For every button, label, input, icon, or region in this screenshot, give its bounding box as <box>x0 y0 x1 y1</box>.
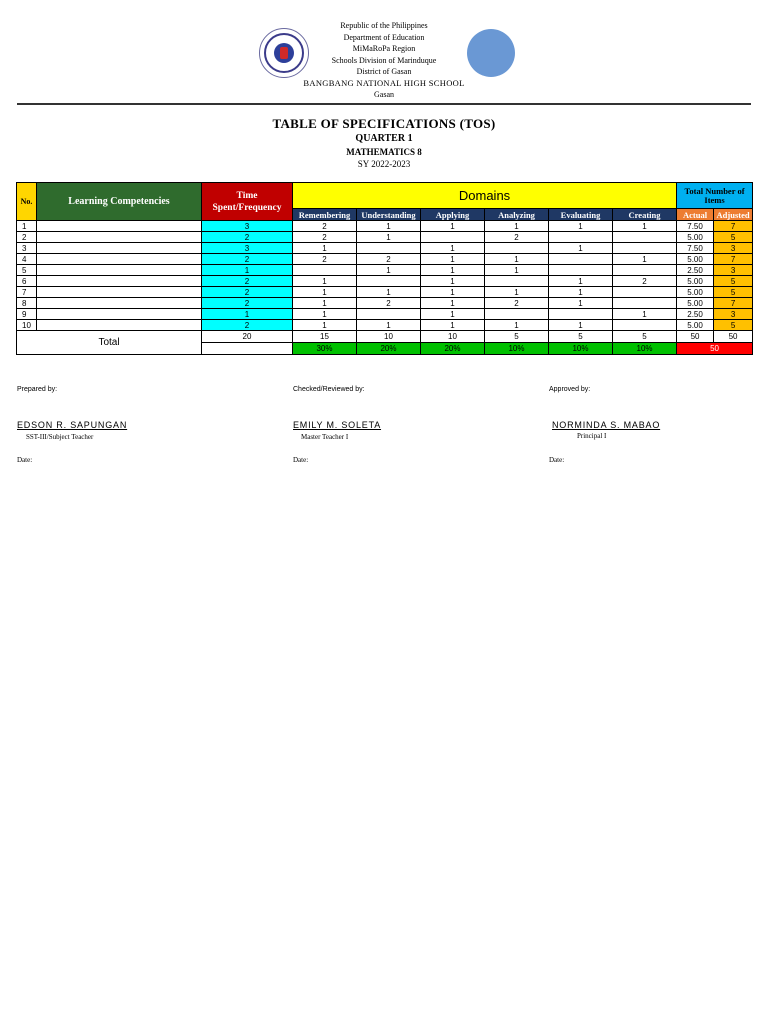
header-learning-competencies: Learning Competencies <box>37 183 202 221</box>
row-number: 4 <box>17 254 37 265</box>
row-actual: 5.00 <box>677 287 714 298</box>
signature-prepared-date-block <box>17 456 32 464</box>
total-label: Total <box>17 331 202 355</box>
table-row <box>17 243 753 254</box>
row-competency <box>37 243 202 254</box>
row-competency <box>37 298 202 309</box>
header-evaluating: Evaluating <box>549 209 613 221</box>
tos-table <box>16 182 753 355</box>
total-adjusted: 50 <box>714 331 753 343</box>
approved-by-label: Approved by: <box>549 386 591 393</box>
row-actual: 5.00 <box>677 320 714 331</box>
approved-by-role: Principal I <box>577 432 607 440</box>
table-row <box>17 265 753 276</box>
row-domain-eva <box>549 232 613 243</box>
checked-by-label: Checked/Reviewed by: <box>293 386 365 393</box>
percent-applying: 20% <box>421 343 485 355</box>
header-no: No. <box>17 183 37 221</box>
row-domain-cre <box>613 298 677 309</box>
row-adjusted: 3 <box>714 243 753 254</box>
letterhead <box>0 20 768 101</box>
header-creating: Creating <box>613 209 677 221</box>
row-number: 7 <box>17 287 37 298</box>
signature-checked-name-block <box>293 420 381 430</box>
total-actual: 50 <box>677 331 714 343</box>
row-domain-cre: 1 <box>613 221 677 232</box>
signature-approved-date-block <box>549 456 564 464</box>
row-actual: 7.50 <box>677 221 714 232</box>
prepared-by-name: EDSON R. SAPUNGAN <box>17 420 128 430</box>
row-domain-app: 1 <box>421 287 485 298</box>
row-adjusted: 3 <box>714 309 753 320</box>
signature-prepared-name-block <box>17 420 127 430</box>
approved-by-date: Date: <box>549 456 565 464</box>
grand-total-items: 50 <box>677 343 753 355</box>
header-time-spent: Time Spent/Frequency <box>202 183 293 221</box>
table-row <box>17 221 753 232</box>
percent-analyzing: 10% <box>485 343 549 355</box>
table-row <box>17 320 753 331</box>
signature-checked-date-block <box>293 456 308 464</box>
row-domain-app: 1 <box>421 298 485 309</box>
row-domain-cre <box>613 265 677 276</box>
row-domain-und: 1 <box>357 287 421 298</box>
row-domain-rem: 2 <box>293 221 357 232</box>
row-competency <box>37 320 202 331</box>
row-adjusted: 5 <box>714 232 753 243</box>
row-competency <box>37 254 202 265</box>
header-actual: Actual <box>677 209 714 221</box>
row-domain-und: 1 <box>357 221 421 232</box>
table-row <box>17 309 753 320</box>
row-domain-eva <box>549 265 613 276</box>
row-domain-ana <box>485 276 549 287</box>
row-time-spent: 2 <box>202 287 293 298</box>
row-domain-cre <box>613 320 677 331</box>
document-title: TABLE OF SPECIFICATIONS (TOS) <box>272 116 496 131</box>
table-row <box>17 276 753 287</box>
signature-checked-role-block <box>301 433 348 441</box>
header-school-name: BANGBANG NATIONAL HIGH SCHOOL <box>303 77 465 88</box>
row-domain-und: 2 <box>357 254 421 265</box>
row-actual: 5.00 <box>677 232 714 243</box>
header-line-region: MiMaRoPa Region <box>352 44 416 53</box>
header-place: Gasan <box>374 90 394 99</box>
header-total-items: Total Number of Items <box>677 183 753 209</box>
row-domain-und: 1 <box>357 265 421 276</box>
row-time-spent: 1 <box>202 265 293 276</box>
quarter-label: QUARTER 1 <box>355 133 413 144</box>
total-time: 20 <box>202 331 293 343</box>
row-domain-ana: 1 <box>485 254 549 265</box>
row-adjusted: 7 <box>714 298 753 309</box>
row-actual: 7.50 <box>677 243 714 254</box>
row-domain-und: 2 <box>357 298 421 309</box>
row-number: 3 <box>17 243 37 254</box>
row-domain-ana: 2 <box>485 298 549 309</box>
row-domain-cre <box>613 287 677 298</box>
row-number: 9 <box>17 309 37 320</box>
row-domain-eva: 1 <box>549 276 613 287</box>
row-actual: 5.00 <box>677 254 714 265</box>
header-understanding: Understanding <box>357 209 421 221</box>
header-domains: Domains <box>293 183 677 209</box>
row-domain-cre <box>613 243 677 254</box>
row-actual: 2.50 <box>677 265 714 276</box>
row-domain-und: 1 <box>357 320 421 331</box>
row-domain-app: 1 <box>421 254 485 265</box>
row-domain-ana: 1 <box>485 221 549 232</box>
row-domain-app: 1 <box>421 276 485 287</box>
row-adjusted: 7 <box>714 254 753 265</box>
row-number: 6 <box>17 276 37 287</box>
row-domain-ana <box>485 309 549 320</box>
total-understanding: 10 <box>357 331 421 343</box>
row-competency <box>37 287 202 298</box>
row-time-spent: 2 <box>202 320 293 331</box>
row-time-spent: 3 <box>202 221 293 232</box>
row-domain-rem: 2 <box>293 232 357 243</box>
row-domain-app: 1 <box>421 265 485 276</box>
row-domain-rem: 1 <box>293 320 357 331</box>
prepared-by-label: Prepared by: <box>17 386 58 393</box>
header-analyzing: Analyzing <box>485 209 549 221</box>
header-line-district: District of Gasan <box>356 67 412 76</box>
checked-by-name: EMILY M. SOLETA <box>293 420 382 430</box>
signature-prepared-role-block <box>26 433 93 441</box>
row-domain-rem: 1 <box>293 287 357 298</box>
table-row <box>17 287 753 298</box>
row-number: 5 <box>17 265 37 276</box>
checked-by-date: Date: <box>293 456 309 464</box>
row-actual: 5.00 <box>677 276 714 287</box>
signature-approved-name-block <box>552 420 660 430</box>
total-evaluating: 5 <box>549 331 613 343</box>
percent-time-blank <box>202 343 293 355</box>
row-domain-eva: 1 <box>549 320 613 331</box>
row-domain-cre: 1 <box>613 309 677 320</box>
row-time-spent: 2 <box>202 254 293 265</box>
row-domain-eva: 1 <box>549 243 613 254</box>
row-adjusted: 5 <box>714 276 753 287</box>
row-domain-ana <box>485 243 549 254</box>
signature-checked <box>293 386 365 393</box>
row-number: 8 <box>17 298 37 309</box>
row-number: 10 <box>17 320 37 331</box>
total-analyzing: 5 <box>485 331 549 343</box>
total-remembering: 15 <box>293 331 357 343</box>
row-time-spent: 1 <box>202 309 293 320</box>
percent-remembering: 30% <box>293 343 357 355</box>
row-domain-ana: 1 <box>485 320 549 331</box>
row-adjusted: 5 <box>714 320 753 331</box>
row-domain-ana: 1 <box>485 287 549 298</box>
table-row <box>17 298 753 309</box>
row-domain-und <box>357 276 421 287</box>
header-divider <box>17 103 751 105</box>
signature-approved <box>549 386 590 393</box>
row-competency <box>37 221 202 232</box>
row-domain-rem <box>293 265 357 276</box>
row-time-spent: 2 <box>202 232 293 243</box>
row-domain-cre: 1 <box>613 254 677 265</box>
percent-creating: 10% <box>613 343 677 355</box>
row-adjusted: 7 <box>714 221 753 232</box>
row-domain-und: 1 <box>357 232 421 243</box>
row-competency <box>37 309 202 320</box>
row-number: 1 <box>17 221 37 232</box>
row-domain-eva <box>549 309 613 320</box>
school-year-label: SY 2022-2023 <box>357 159 411 169</box>
approved-by-name: NORMINDA S. MABAO <box>552 420 661 430</box>
row-domain-rem: 1 <box>293 243 357 254</box>
percent-evaluating: 10% <box>549 343 613 355</box>
row-domain-und <box>357 309 421 320</box>
prepared-by-role: SST-III/Subject Teacher <box>26 433 94 441</box>
header-line-deped: Department of Education <box>343 32 425 42</box>
row-domain-rem: 1 <box>293 309 357 320</box>
row-domain-app: 1 <box>421 309 485 320</box>
row-domain-eva: 1 <box>549 287 613 298</box>
row-domain-eva: 1 <box>549 221 613 232</box>
header-line-republic: Republic of the Philippines <box>340 21 428 30</box>
header-line-division: Schools Division of Marinduque <box>331 55 437 65</box>
row-domain-app: 1 <box>421 320 485 331</box>
subject-label: MATHEMATICS 8 <box>346 147 422 157</box>
header-adjusted: Adjusted <box>714 209 753 221</box>
row-actual: 5.00 <box>677 298 714 309</box>
row-domain-rem: 2 <box>293 254 357 265</box>
row-adjusted: 3 <box>714 265 753 276</box>
row-domain-cre: 2 <box>613 276 677 287</box>
row-domain-ana: 1 <box>485 265 549 276</box>
row-domain-rem: 1 <box>293 298 357 309</box>
row-competency <box>37 276 202 287</box>
total-creating: 5 <box>613 331 677 343</box>
row-domain-rem: 1 <box>293 276 357 287</box>
table-row <box>17 232 753 243</box>
row-domain-und <box>357 243 421 254</box>
row-domain-ana: 2 <box>485 232 549 243</box>
table-row <box>17 254 753 265</box>
row-time-spent: 2 <box>202 298 293 309</box>
prepared-by-date: Date: <box>17 456 33 464</box>
row-actual: 2.50 <box>677 309 714 320</box>
total-applying: 10 <box>421 331 485 343</box>
signature-approved-role-block <box>577 432 606 440</box>
row-domain-app: 1 <box>421 221 485 232</box>
row-time-spent: 2 <box>202 276 293 287</box>
row-domain-app <box>421 232 485 243</box>
row-domain-app: 1 <box>421 243 485 254</box>
row-domain-eva: 1 <box>549 298 613 309</box>
signature-prepared <box>17 386 57 393</box>
row-number: 2 <box>17 232 37 243</box>
header-remembering: Remembering <box>293 209 357 221</box>
row-competency <box>37 232 202 243</box>
row-domain-eva <box>549 254 613 265</box>
row-domain-cre <box>613 232 677 243</box>
row-competency <box>37 265 202 276</box>
percent-understanding: 20% <box>357 343 421 355</box>
row-adjusted: 5 <box>714 287 753 298</box>
row-time-spent: 3 <box>202 243 293 254</box>
checked-by-role: Master Teacher I <box>301 433 349 441</box>
header-applying: Applying <box>421 209 485 221</box>
